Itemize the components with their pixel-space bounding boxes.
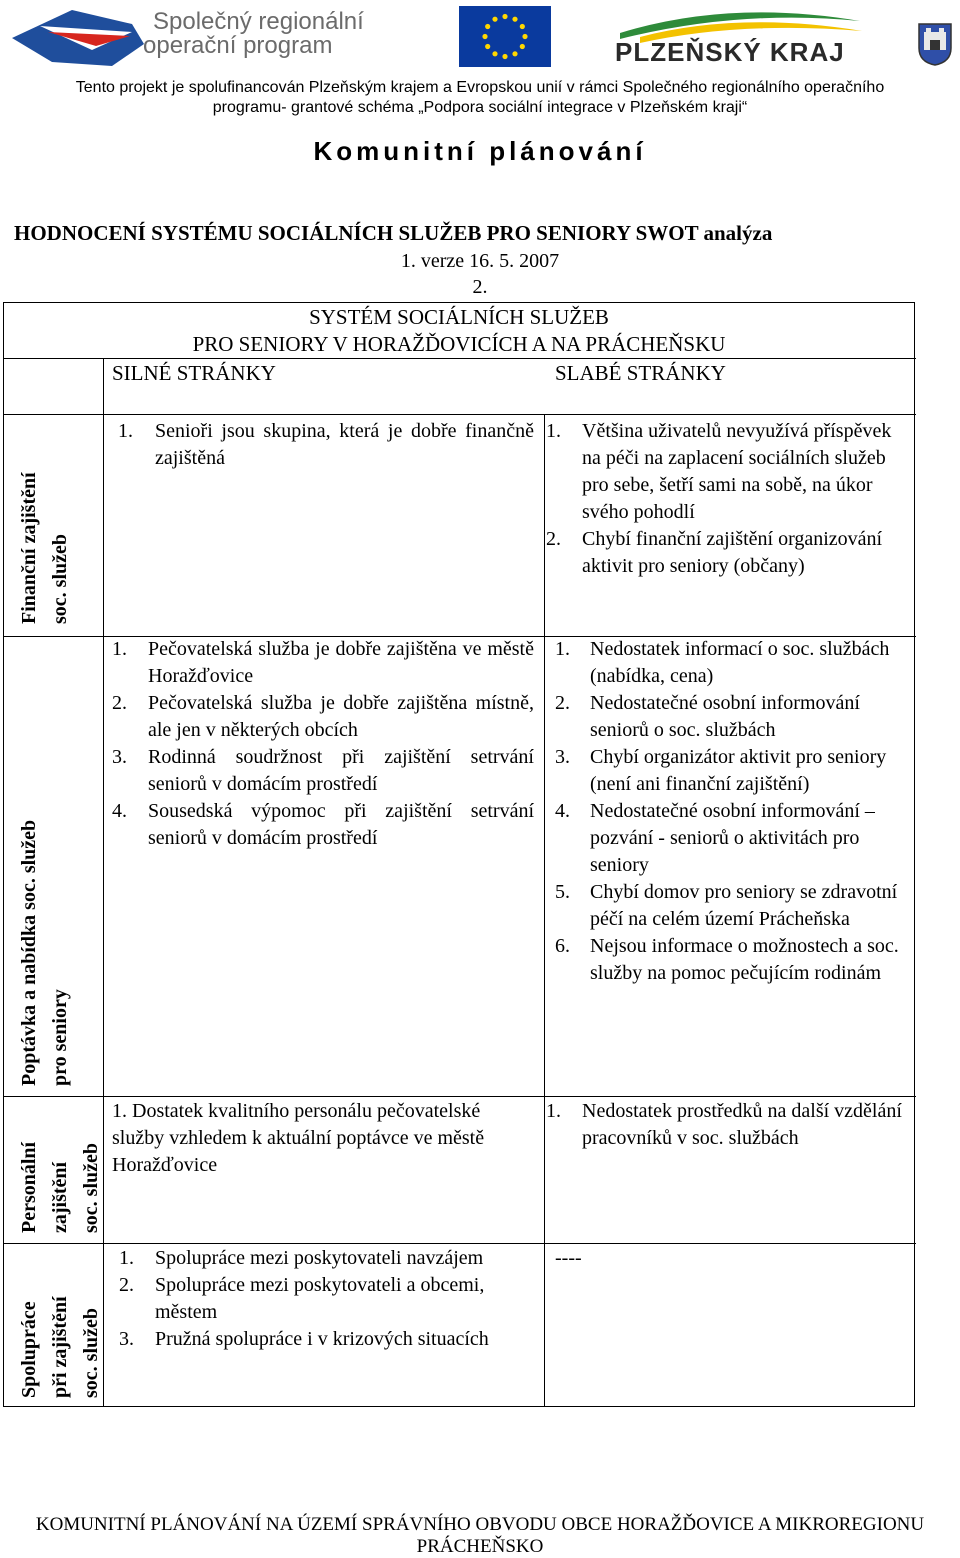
list-item: 6. Nejsou informace o možnostech a soc. služby na pomoc pečujícím rodinám [555,935,899,984]
table-rule [3,1096,916,1097]
sro-name-line1: Společný regionální [153,8,364,35]
list-item: 3. Rodinná soudržnost při zajištění setrvání seniorů v domácím prostředí [112,746,534,795]
sro-name-line2: operační program [143,32,333,59]
funding-statement: Tento projekt je spolufinancován Plzeňským krajem a Evropskou unií v rámci Společného regionálního operačního programu- grantové schéma „Podpora sociální integrace v Plzeňském kraji“ [75,79,885,116]
table-rule [103,358,104,1407]
list-item: 2. Nedostatečné osobní informování seniorů o soc. službách [555,692,860,741]
eu-star-icon [502,54,507,59]
weaknesses-cell-spoluprace: ---- [555,1247,582,1269]
strengths-cell-spoluprace [119,1245,533,1353]
table-rule [3,414,916,415]
row-label-poptavka: Poptávka a nabídka soc. služeb pro seniory [18,819,71,1086]
row-label-financni: Finanční zajištění soc. služeb [18,472,71,624]
list-item: 1. Spolupráce mezi poskytovateli navzájem [119,1247,484,1269]
page-footer: KOMUNITNÍ PLÁNOVÁNÍ NA ÚZEMÍ SPRÁVNÍHO OBVODU OBCE HORAŽĎOVICE A MIKROREGIONU PRÁCHEŇSKO [35,1514,925,1557]
eu-star-icon [520,44,525,49]
list-item: 1. Nedostatek prostředků na další vzdělání pracovníků v soc. službách [546,1100,902,1149]
weaknesses-cell-personalni [546,1098,908,1152]
weaknesses-cell-financni [546,418,908,580]
eu-star-icon [512,17,517,22]
eu-star-icon [492,17,497,22]
table-rule [3,1243,916,1244]
list-item: 2. Spolupráce mezi poskytovateli a obcemi, městem [119,1274,485,1323]
list-item: 1. Většina uživatelů nevyužívá příspěvek na péči na zaplacení sociálních služeb pro sebe, šetří sami na sobě, na úkor svého pohodlí [546,420,892,523]
table-rule [3,358,916,359]
document-title: HODNOCENÍ SYSTÉMU SOCIÁLNÍCH SLUŽEB PRO SENIORY SWOT analýza [14,221,773,245]
row-label-spoluprace: Spolupráce při zajištění soc. služeb [18,1296,102,1398]
table-title: SYSTÉM SOCIÁLNÍCH SLUŽEB PRO SENIORY V HORAŽĎOVICÍCH A NA PRÁCHEŇSKU [192,305,726,356]
eu-star-icon [522,34,527,39]
list-item: 4. Nedostatečné osobní informování – pozvání - seniorů o aktivitách pro seniory [555,800,875,876]
strengths-cell-financni [118,418,534,472]
row-label-personalni: Personální zajištění soc. služeb [18,1141,102,1233]
weaknesses-header: SLABÉ STRÁNKY [555,361,726,385]
list-item: 3. Pružná spolupráce i v krizových situacích [119,1328,489,1350]
coat-of-arms-icon [917,22,953,66]
list-item: 2. Pečovatelská služba je dobře zajištěna místně, ale jen v některých obcích [112,692,534,741]
strengths-cell-personalni: 1. Dostatek kvalitního personálu pečovatelské služby vzhledem k aktuální poptávce ve městě Horažďovice [112,1100,485,1176]
plzensky-kraj-name: PLZEŇSKÝ KRAJ [615,37,845,67]
eu-star-icon [482,34,487,39]
list-item: 2. Chybí finanční zajištění organizování aktivit pro seniory (občany) [546,528,883,577]
eu-star-icon [512,51,517,56]
list-item: 1. Senioři jsou skupina, která je dobře finančně zajištěná [118,420,534,469]
eu-star-icon [485,44,490,49]
eu-flag-icon [459,6,551,67]
eu-star-icon [502,14,507,19]
table-rule [544,414,545,1407]
eu-star-icon [520,24,525,29]
list-item: 5. Chybí domov pro seniory se zdravotní péčí na celém území Prácheňska [555,881,898,930]
eu-star-icon [492,51,497,56]
section-number: 2. [472,276,488,298]
list-item: 4. Sousedská výpomoc při zajištění setrvání seniorů v domácím prostředí [112,800,534,849]
list-item: 1. Nedostatek informací o soc. službách (nabídka, cena) [555,638,890,687]
strengths-cell-poptavka [112,636,534,852]
eu-star-icon [485,24,490,29]
strengths-header: SILNÉ STRÁNKY [112,361,276,385]
list-item: 1. Pečovatelská služba je dobře zajištěna ve městě Horažďovice [112,638,534,687]
version-line: 1. verze 16. 5. 2007 [400,250,560,272]
komunitni-planovani-title: Komunitní plánování [313,136,647,166]
list-item: 3. Chybí organizátor aktivit pro seniory (není ani finanční zajištění) [555,746,887,795]
weaknesses-cell-poptavka [555,636,910,987]
